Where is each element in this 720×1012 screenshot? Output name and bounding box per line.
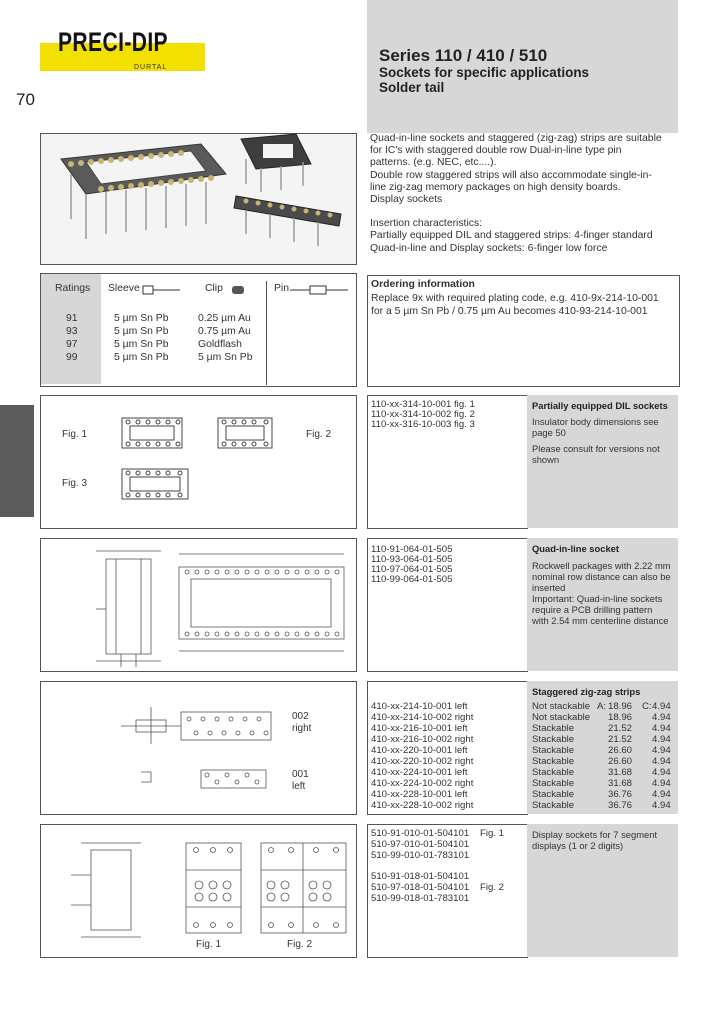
spec-a-label: A:	[597, 701, 607, 712]
fig-label: Fig. 1	[62, 429, 88, 440]
part-number: 410-xx-224-10-001 left	[371, 767, 468, 778]
desc-line: line zig-zag memory packages on high density boards.	[370, 181, 621, 193]
part-number: 110-xx-314-10-002 fig. 2	[371, 409, 475, 420]
spec-c: 4.94	[652, 712, 671, 723]
rating-sleeve: 5 µm Sn Pb	[114, 339, 169, 350]
spec-a: 36.76	[608, 789, 633, 800]
rating-sleeve: 5 µm Sn Pb	[114, 352, 169, 363]
desc-line: Insertion characteristics:	[370, 218, 483, 230]
part-number: 110-93-064-01-505	[371, 554, 453, 565]
sleeve-icon	[142, 284, 182, 296]
rating-code: 99	[66, 352, 78, 363]
section2-text: Rockwell packages with 2.22 mm	[532, 560, 671, 571]
spec-type: Not stackable	[532, 712, 591, 723]
spec-c: 4.94	[652, 723, 671, 734]
page-title: Series 110 / 410 / 510	[379, 46, 548, 65]
section3-title: Staggered zig-zag strips	[532, 686, 641, 697]
spec-c: 4.94	[652, 800, 671, 811]
rating-code: 93	[66, 326, 78, 337]
rating-sleeve: 5 µm Sn Pb	[114, 313, 169, 324]
fig-ref: Fig. 2	[480, 882, 504, 893]
rating-code: 91	[66, 313, 78, 324]
spec-a: 18.96	[608, 701, 633, 712]
rating-sleeve: 5 µm Sn Pb	[114, 326, 169, 337]
spec-c: 4.94	[652, 734, 671, 745]
description	[370, 133, 670, 255]
spec-type: Stackable	[532, 778, 575, 789]
spec-c-label: C:	[642, 701, 652, 712]
part-number: 510-91-010-01-504101	[371, 828, 470, 839]
part-number: 410-xx-220-10-002 right	[371, 756, 474, 767]
variant-label: left	[292, 781, 306, 792]
display-socket-drawing	[41, 825, 356, 957]
section2-text: Important: Quad-in-line sockets	[532, 593, 663, 604]
spec-c: 4.94	[652, 778, 671, 789]
sleeve-header: Sleeve	[108, 283, 140, 294]
page-subtitle: Sockets for specific applications	[379, 65, 590, 80]
part-number: 410-xx-220-10-001 left	[371, 745, 468, 756]
spec-type: Stackable	[532, 800, 575, 811]
fig-label: Fig. 2	[306, 429, 332, 440]
pin-icon	[290, 284, 350, 296]
part-number: 510-99-010-01-783101	[371, 850, 470, 861]
spec-c: 4.94	[652, 756, 671, 767]
fig-label: Fig. 2	[287, 939, 313, 950]
spec-type: Stackable	[532, 767, 575, 778]
section2-text: inserted	[532, 582, 566, 593]
spec-type: Not stackable	[532, 701, 591, 712]
section1-text: page 50	[532, 427, 566, 438]
part-number: 410-xx-214-10-002 right	[371, 712, 474, 723]
section2-title: Quad-in-line socket	[532, 543, 619, 554]
section1-text: Please consult for versions not	[532, 443, 660, 454]
section4-text: displays (1 or 2 digits)	[532, 840, 624, 851]
clip-icon	[231, 284, 247, 296]
page-number: 70	[16, 90, 35, 109]
spec-type: Stackable	[532, 734, 575, 745]
pin-header: Pin	[274, 283, 290, 294]
section4-drawing	[40, 824, 357, 958]
section2-text: with 2.54 mm centerline distance	[532, 615, 669, 626]
part-number: 510-99-018-01-783101	[371, 893, 470, 904]
rating-code: 97	[66, 339, 78, 350]
desc-line: Display sockets	[370, 194, 443, 206]
clip-header: Clip	[205, 283, 223, 294]
section2-drawing	[40, 538, 357, 672]
spec-a: 21.52	[608, 723, 633, 734]
spec-a: 36.76	[608, 800, 633, 811]
part-number: 410-xx-216-10-002 right	[371, 734, 474, 745]
rating-clip: 5 µm Sn Pb	[198, 352, 253, 363]
part-number: 510-91-018-01-504101	[371, 871, 470, 882]
section1-text: shown	[532, 454, 560, 465]
spec-c: 4.94	[652, 767, 671, 778]
ordering-info-box	[367, 275, 680, 387]
ordering-line: Replace 9x with required plating code, e.g. 410-9x-214-10-001	[371, 293, 659, 304]
part-number: 510-97-010-01-504101	[371, 839, 470, 850]
section1-drawing	[40, 395, 357, 529]
part-number: 110-xx-316-10-003 fig. 3	[371, 419, 475, 430]
part-number: 410-xx-228-10-001 left	[371, 789, 468, 800]
section4-text: Display sockets for 7 segment	[532, 829, 658, 840]
section2-text: require a PCB drilling pattern	[532, 604, 653, 615]
section1-title: Partially equipped DIL sockets	[532, 400, 668, 411]
section2-text: nominal row distance can also be	[532, 571, 671, 582]
spec-a: 21.52	[608, 734, 633, 745]
spec-type: Stackable	[532, 745, 575, 756]
zigzag-strip-drawing	[41, 682, 356, 814]
desc-line: Double row staggered strips will also accommodate single-in-	[370, 169, 652, 181]
part-number: 410-xx-214-10-001 left	[371, 701, 468, 712]
part-number: 410-xx-224-10-002 right	[371, 778, 474, 789]
desc-line: for IC's with staggered double row Dual-in-line type pin	[370, 145, 622, 157]
part-number: 510-97-018-01-504101	[371, 882, 470, 893]
section3-drawing	[40, 681, 357, 815]
side-tab	[0, 405, 34, 517]
fig3-socket-drawing	[118, 465, 194, 505]
rating-clip: 0.25 µm Au	[198, 313, 251, 324]
part-number: 410-xx-228-10-002 right	[371, 800, 474, 811]
desc-line: Quad-in-line sockets and staggered (zig-zag) strips are suitable	[370, 133, 662, 144]
desc-line: patterns. (e.g. NEC, etc....).	[370, 157, 497, 169]
spec-type: Stackable	[532, 756, 575, 767]
product-photo	[40, 133, 357, 265]
variant-label: 001	[292, 769, 309, 780]
part-number: 110-91-064-01-505	[371, 544, 453, 555]
spec-c: 4.94	[652, 789, 671, 800]
part-number: 410-xx-216-10-001 left	[371, 723, 468, 734]
fig2-socket-drawing	[214, 414, 278, 454]
part-number: 110-99-064-01-505	[371, 574, 453, 585]
spec-a: 18.96	[608, 712, 633, 723]
spec-a: 31.68	[608, 767, 633, 778]
spec-type: Stackable	[532, 789, 575, 800]
fig-label: Fig. 1	[196, 939, 222, 950]
pin-divider	[266, 281, 267, 385]
rating-clip: 0.75 µm Au	[198, 326, 251, 337]
part-number: 110-97-064-01-505	[371, 564, 453, 575]
desc-line: Partially equipped DIL and staggered strips: 4-finger standard	[370, 230, 653, 242]
fig1-socket-drawing	[118, 414, 188, 454]
page-subtitle-2: Solder tail	[379, 80, 445, 95]
photo-illustration	[41, 134, 356, 264]
quad-socket-drawing	[41, 539, 356, 671]
brand-logo: PRECI-DIP	[58, 27, 169, 57]
spec-a: 26.60	[608, 756, 633, 767]
spec-c: 4.94	[652, 701, 671, 712]
spec-c: 4.94	[652, 745, 671, 756]
ordering-line: for a 5 µm Sn Pb / 0.75 µm Au becomes 410-93-214-10-001	[371, 306, 648, 317]
ratings-header: Ratings	[55, 283, 91, 294]
spec-a: 31.68	[608, 778, 633, 789]
part-number: 110-xx-314-10-001 fig. 1	[371, 399, 475, 410]
variant-label: 002	[292, 711, 309, 722]
desc-line	[370, 206, 670, 218]
desc-line: Quad-in-line and Display sockets: 6-finger low force	[370, 242, 608, 254]
fig-ref: Fig. 1	[480, 828, 504, 839]
variant-label: right	[292, 723, 312, 734]
rating-clip: Goldflash	[198, 339, 242, 350]
section1-text: Insulator body dimensions see	[532, 416, 659, 427]
spec-type: Stackable	[532, 723, 575, 734]
fig-label: Fig. 3	[62, 478, 88, 489]
spec-a: 26.60	[608, 745, 633, 756]
brand-sub: DURTAL	[134, 64, 168, 71]
ordering-title: Ordering information	[371, 279, 475, 290]
